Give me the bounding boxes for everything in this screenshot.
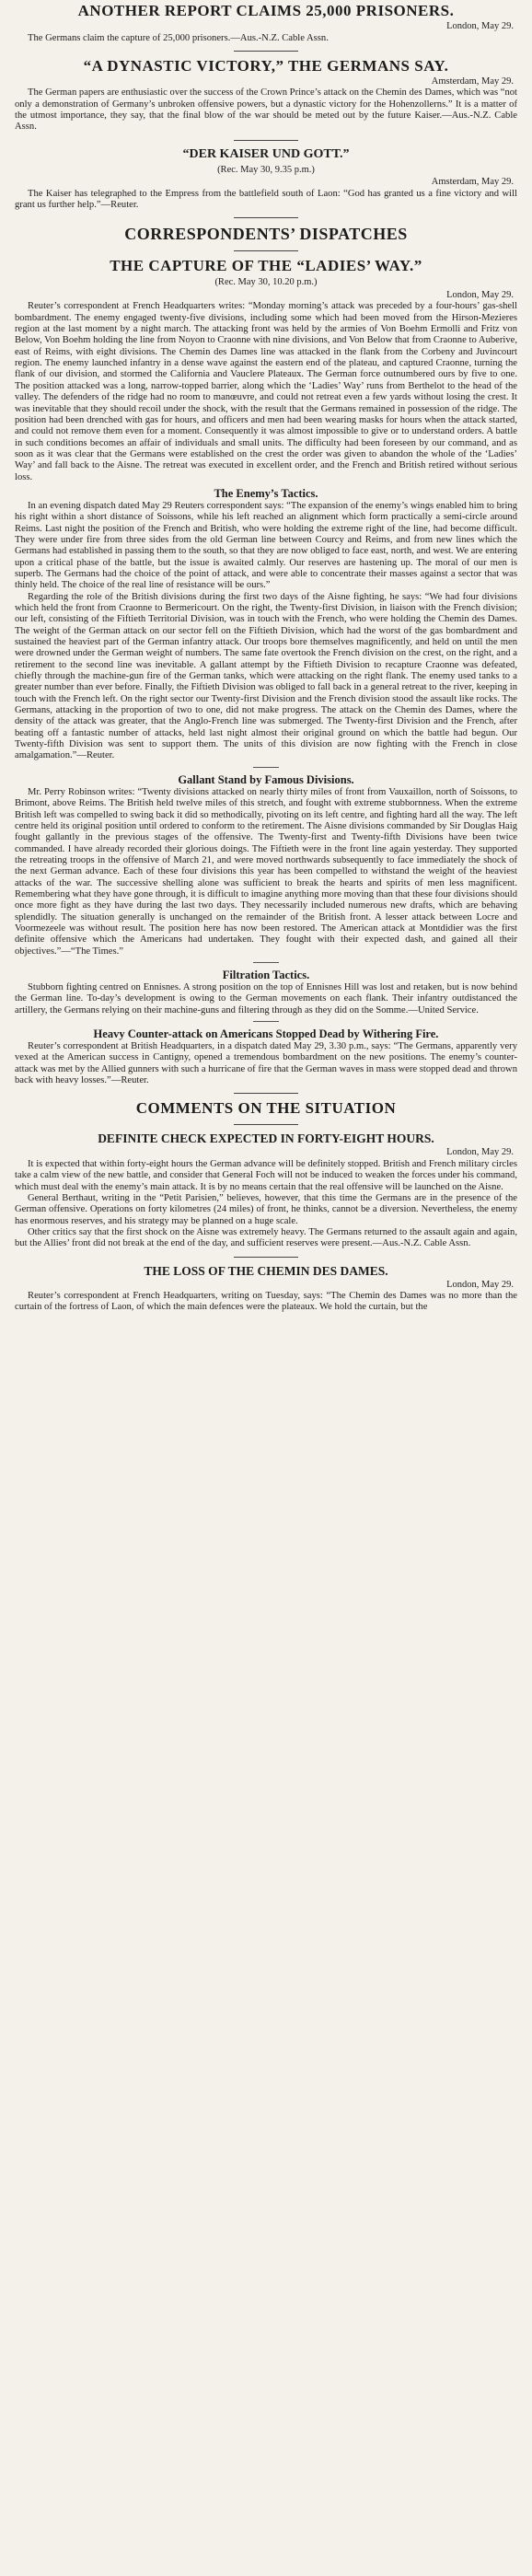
dateline: London, May 29. [446,1279,514,1290]
article-paragraph: Reuter’s correspondent at British Headquarters, in a dispatch dated May 29, 3.30 p.m., says: “The Germans, apparently very vexed at the American success in Cantigny, opened a tremendous bombardment on the new positions. The enemy’s counter-attack was met by the Allied gunners with such a hurricane of fire that the German waves in mass were stopped dead and thrown back with heavy losses.”—Reuter. [15,1041,517,1086]
article-paragraph: The German papers are enthusiastic over the success of the Crown Prince’s attack on the Chemin des Dames, which was “not only a demonstration of Germany’s unbroken offensive powers, but a dynastic victory for the Hohenzollerns.” It is a matter of the utmost importance, they say, that the final blow of the war should be meted out by the future Kaiser.—Aus.-N.Z. Cable Assn. [15,87,517,133]
article-paragraph: Other critics say that the first shock on the Aisne was extremely heavy. The Germans returned to the assault again and again, but the Allies’ front did not break at the end of the day, and sufficient reserves were present.—Aus.-N.Z. Cable Assn. [15,1226,517,1249]
separator-rule [234,1124,298,1125]
article-paragraph: It is expected that within forty-eight hours the German advance will be definitely stopped. British and French military circles take a calm view of the new battle, and consider that General Foch will not be induced to weaken the forces under his command, which must deal with the enemy’s main attack. It is by no means certain that the real offensive will be launched on the Aisne. [15,1158,517,1192]
headline: “DER KAISER UND GOTT.” [182,146,350,161]
subheading: The Enemy’s Tactics. [214,486,318,500]
dateline: Amsterdam, May 29. [431,75,514,87]
section-headline: COMMENTS ON THE SITUATION [135,1099,397,1118]
separator-rule [234,140,298,141]
dateline: London, May 29. [446,289,514,300]
article-dynastic-victory [15,57,517,133]
section-correspondents [15,224,517,244]
article-definite-check [15,1131,517,1249]
article-ladies-way [15,257,517,761]
separator-rule [234,250,298,251]
received-note: (Rec. May 30, 9.35 p.m.) [217,164,315,175]
separator-rule [234,1257,298,1258]
article-paragraph: Reuter’s correspondent at French Headquarters, writing on Tuesday, says: “The Chemin des Dames was no more than the curtain of the fortress of Laon, of which the main defences were the plateaux. We hold the curtain, but the [15,1291,517,1313]
dateline: London, May 29. [446,21,514,31]
subheading: Filtration Tactics. [222,968,310,981]
article-loss-chemin-des-dames [15,1263,517,1314]
separator-rule [234,1093,298,1094]
received-note: (Rec. May 30, 10.20 p.m.) [214,277,318,288]
section-comments [15,1099,517,1118]
headline: “A DYNASTIC VICTORY,” THE GERMANS SAY. [83,56,449,75]
newspaper-page [0,2,532,1314]
article-gallant-stand [15,772,517,957]
article-kaiser-und-gott [15,146,517,212]
subheading: Gallant Stand by Famous Divisions. [178,772,354,786]
dateline: Amsterdam, May 29. [431,177,514,188]
separator-rule [253,1021,279,1022]
article-paragraph: Mr. Perry Robinson writes: “Twenty divisions attacked on nearly thirty miles of front from Vauxaillon, north of Soissons, to Brimont, above Reims. The British held twelve miles of this stretch, and fought with extreme stubbornness. When the extreme British left was compelled to swing back it did so methodically, pivoting on its left centre, and fighting hard all the way. The left centre held its original position until ordered to conform to the retirement. The Aisne divisions commanded by Sir Douglas Haig fought gallantly in the previous stages of the offensive. The Twenty-first and Twenty-fifth Divisions have been twice commanded. I have already recorded their glorious doings. The Fiftieth were in the front line again yesterday. They supported the retreating troops in the offensive of March 21, and were moved northwards subsequently to face immediately the shock of the next German advance. Each of these four divisions this year has been compelled to withstand the weight of the heaviest attacks of the war. The successive shelling alone was sufficient to break the hearts and spirits of men less magnificent. Remembering what they have gone through, it is difficult to imagine anything more moving than that these four divisions should once more fight as they have during the last two days. They necessarily included numerous new drafts, which are behaving splendidly. The situation generally is unchanged on the remainder of the British front. A lesser attack between Locre and Voormezeele was without result. The position here has now been restored. The American attack at Montdidier was the first definite offensive which the Americans had undertaken. They fought with their expected dash, and gained all their objectives.”—“The Times.” [15,786,517,957]
separator-rule [234,217,298,218]
article-prisoners [15,2,517,44]
separator-rule [253,767,279,768]
dateline: London, May 29. [446,1147,514,1158]
separator-rule [234,51,298,52]
article-paragraph: General Berthaut, writing in the “Petit Parisien,” believes, however, that this time the Germans are in the presence of the German offensive. Operations on forty kilometres (24 miles) of front, he thinks, cannot be a diversion. Nevertheless, the enemy has enormous reserves, and his strategy may be planned on a huge scale. [15,1192,517,1226]
article-americans-counterattack [15,1027,517,1086]
article-paragraph: The Germans claim the capture of 25,000 prisoners.—Aus.-N.Z. Cable Assn. [28,32,329,43]
separator-rule [253,962,279,963]
subheading: Heavy Counter-attack on Americans Stopped Dead by Withering Fire. [93,1027,439,1040]
article-paragraph: Reuter’s correspondent at French Headquarters writes: “Monday morning’s attack was preceded by a four-hours’ gas-shell bombardment. The enemy engaged twenty-five divisions, including some which had been moved from the Hirson-Mezieres region at the last moment by a night march. The attacking front was held by the armies of Von Boehm Ermolli and Fritz von Below, Von Boehm holding the line from Noyon to Craonne with nine divisions, and Von Below that from Craonne to Auberive, east of Reims, with eight divisions. The Chemin des Dames line was attacked in the flank from the Corbeny and Juvincourt region. The enemy launched infantry in a dense wave against the eastern end of the plateau, and captured Craonne, turning the flank of our division, and stormed the California and Vauclere Plateaux. The German force outnumbered ours by five to one. The position attacked was a long, narrow-topped barrier, along which the ‘Ladies’ Way’ runs from Berthelot to the head of the valley. The defenders of the ridge had no room to manœuvre, and could not retreat even a few yards without losing the crest. It was inevitable that they should recoil under the shock, with the result that the Germans remained in possession of the ridge. The position had been drenched with gas for hours, and officers and men had been wearing masks for hours when the attack started, and could not remove them even for a moment. Consequently it was almost impossible to give or to understand orders. A battle in such conditions becomes an affair of individuals and small units. The difficulty had been foreseen by our command, and as soon as it was clear that the Germans were established on the crest the order was given to abandon the whole of the ‘Ladies’ Way’ and fall back to the Aisne. The retreat was executed in excellent order, and the French and British retired without serious loss. [15,301,517,482]
article-paragraph: Stubborn fighting centred on Ennisnes. A strong position on the top of Ennisnes Hill was lost and retaken, but is now behind the German line. To-day’s development is owing to the German movements on each flank. Their infantry outdistanced the artillery, the Germans relying on their machine-guns and filtering through as they did on the Somme.—United Service. [15,981,517,1015]
headline: THE CAPTURE OF THE “LADIES’ WAY.” [110,257,422,275]
article-filtration-tactics [15,968,517,1016]
headline: THE LOSS OF THE CHEMIN DES DAMES. [144,1263,388,1278]
article-paragraph: Regarding the role of the British divisions during the first two days of the Aisne fighting, he says: “We had four divisions which held the front from Craonne to Bermericourt. On the right, the Twenty-first Division, in liaison with the French division; our left, consisting of the Fiftieth Territorial Division, was in touch with the French, who were holding the Chemin des Dames. The weight of the German attack on our sector fell on the Fiftieth Division, which had the worst of the gas bombardment and sustained the heaviest part of the German infantry attack. Our troops bore themselves magnificently, and held on until the men were drowned under the German weight of numbers. The same fate overtook the French division on the crest, on the right, and a retirement to the second line was inevitable. A gallant attempt by the Fiftieth Division to recapture Craonne was defeated, chiefly through the machine-gun fire of the German tanks, which were attacking on the right flank. The enemy used tanks to a greater number than ever before. Finally, the Fiftieth Division was obliged to fall back in a general retreat to the river, keeping in touch with the French left. On the right sector our Twenty-first Division and the French division stood the assault like rocks. The Germans, attacking in the proportion of two to one, did not make progress. The attack on the Chemin des Dames, where the density of the attack was greater, that the Anglo-French line was submerged. The Twenty-first Division and the French, after beating off a fantastic number of attacks, held last night almost their original ground on which the battle had begun. Our Twenty-fifth Division was sent to support them. The units of this division are now fighting with the French in close amalgamation.”—Reuter. [15,591,517,761]
article-paragraph: In an evening dispatch dated May 29 Reuters correspondent says: “The expansion of the enemy’s wings enabled him to bring his right within a short distance of Soissons, while his left reached an alignment which form practically a semi-circle around Reims. Last night the position of the French and British, who were holding the extreme right of the line, had become difficult. They were under fire from three sides from the old German line between Courcy and Reims, and from new lines which the Germans had established in passing them to the south, so that they are now obliged to face east, north, and west. We are entering upon a critical phase of the battle, but the issue is awaited calmly. Our reserves are hastening up. The moral of our men is superb. The Germans had the choice of the point of attack, and were able to concentrate their masses against a sector that was thinly held. The choice of the real line of resistance will be ours.” [15,500,517,591]
headline: ANOTHER REPORT CLAIMS 25,000 PRISONERS. [77,2,455,19]
article-paragraph: The Kaiser has telegraphed to the Empress from the battlefield south of Laon: “God has granted us a fine victory and will grant us further help.”—Reuter. [15,188,517,211]
section-headline: CORRESPONDENTS’ DISPATCHES [124,225,408,244]
headline: DEFINITE CHECK EXPECTED IN FORTY-EIGHT HOURS. [98,1131,434,1146]
